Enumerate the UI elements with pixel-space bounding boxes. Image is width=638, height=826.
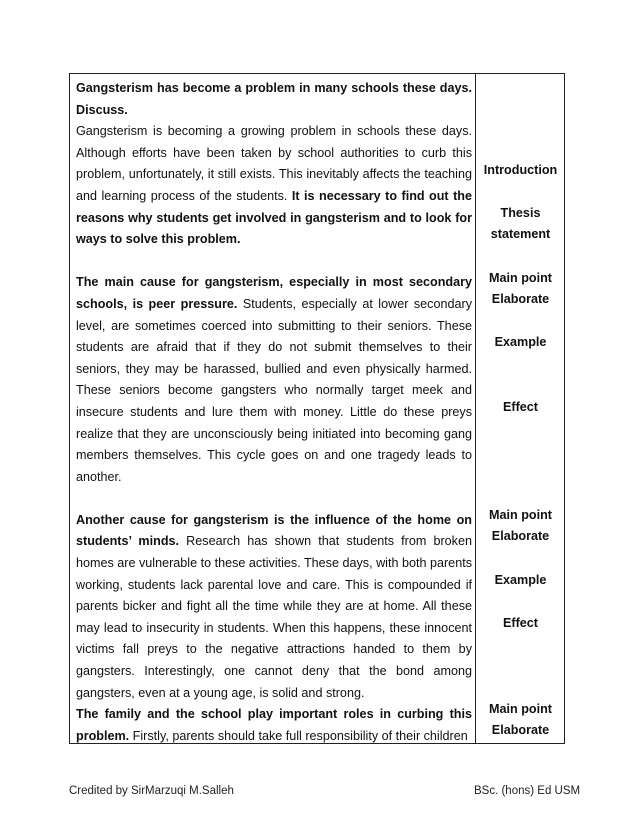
annotation-column (476, 74, 565, 743)
label-effect: Effect (503, 400, 538, 414)
footer-credit: Credited by SirMarzuqi M.Salleh (69, 785, 234, 797)
thesis-statement: It is necessary to find out the reasons why students get involved in gangsterism and to look for ways to solve this problem. (76, 188, 472, 247)
label-main-point: Main point (489, 508, 552, 522)
label-elaborate: Elaborate (491, 292, 550, 306)
essay-table (69, 73, 565, 744)
label-elaborate: Elaborate (491, 529, 550, 543)
paragraph-gap (76, 251, 472, 273)
label-main-point: Main point (489, 702, 552, 716)
label-thesis: Thesis (500, 206, 541, 220)
label-example: Example (494, 573, 547, 587)
label-example: Example (494, 335, 547, 349)
label-elaborate: Elaborate (491, 723, 550, 737)
topic-sentence: The family and the school play important roles in curbing this problem. (76, 707, 472, 743)
topic-sentence: Another cause for gangsterism is the influence of the home on students’ minds. (76, 512, 472, 549)
essay-introduction: Gangsterism is becoming a growing problem in schools these days. Although efforts have been taken by school authorities to curb this problem, unfortunately, it still exists. This inevitably affects the teaching and learning process of the students. It is necessary to find out the reasons why students get involved in gangsterism and to look for ways to solve this problem. (76, 124, 472, 247)
essay-column (76, 78, 472, 747)
label-introduction: Introduction (483, 163, 558, 177)
label-statement: statement (490, 227, 551, 241)
footer-degree: BSc. (hons) Ed USM (474, 785, 581, 797)
label-main-point: Main point (489, 271, 552, 285)
topic-sentence: The main cause for gangsterism, especially in most secondary schools, is peer pressure. (76, 275, 472, 311)
paragraph-gap (76, 488, 472, 510)
label-effect: Effect (503, 616, 538, 630)
essay-paragraph-1: The main cause for gangsterism, especially in most secondary schools, is peer pressure. Students, especially at lower secondary level, are sometimes coerced into submitting to their seniors. These students are afraid that if they do not submit themselves to their seniors, they may be harassed, bullied and even physically harmed. These seniors become gangsters who normally target meek and insecure students and lure them with money. Little do these preys realize that they are unconsciously being initiated into becoming gang members themselves. This cycle goes on and one tragedy leads to another. (76, 275, 472, 484)
essay-paragraph-3: The family and the school play important roles in curbing this problem. Firstly, parents should take full responsibility of their children (76, 707, 472, 743)
essay-title: Gangsterism has become a problem in many schools these days. Discuss. (76, 81, 472, 117)
essay-paragraph-2: Another cause for gangsterism is the influence of the home on students’ minds. Research has shown that students from broken homes are vulnerable to these activities. These days, with both parents working, students lack parental love and care. This is compounded if parents bicker and fight all the time while they are at home. All these may lead to insecurity in students. When this happens, these innocent victims fall preys to the negative attractions handed to them by gangsters. Interestingly, one cannot deny that the bond among gangsters, even at a young age, is solid and strong. (76, 512, 472, 700)
